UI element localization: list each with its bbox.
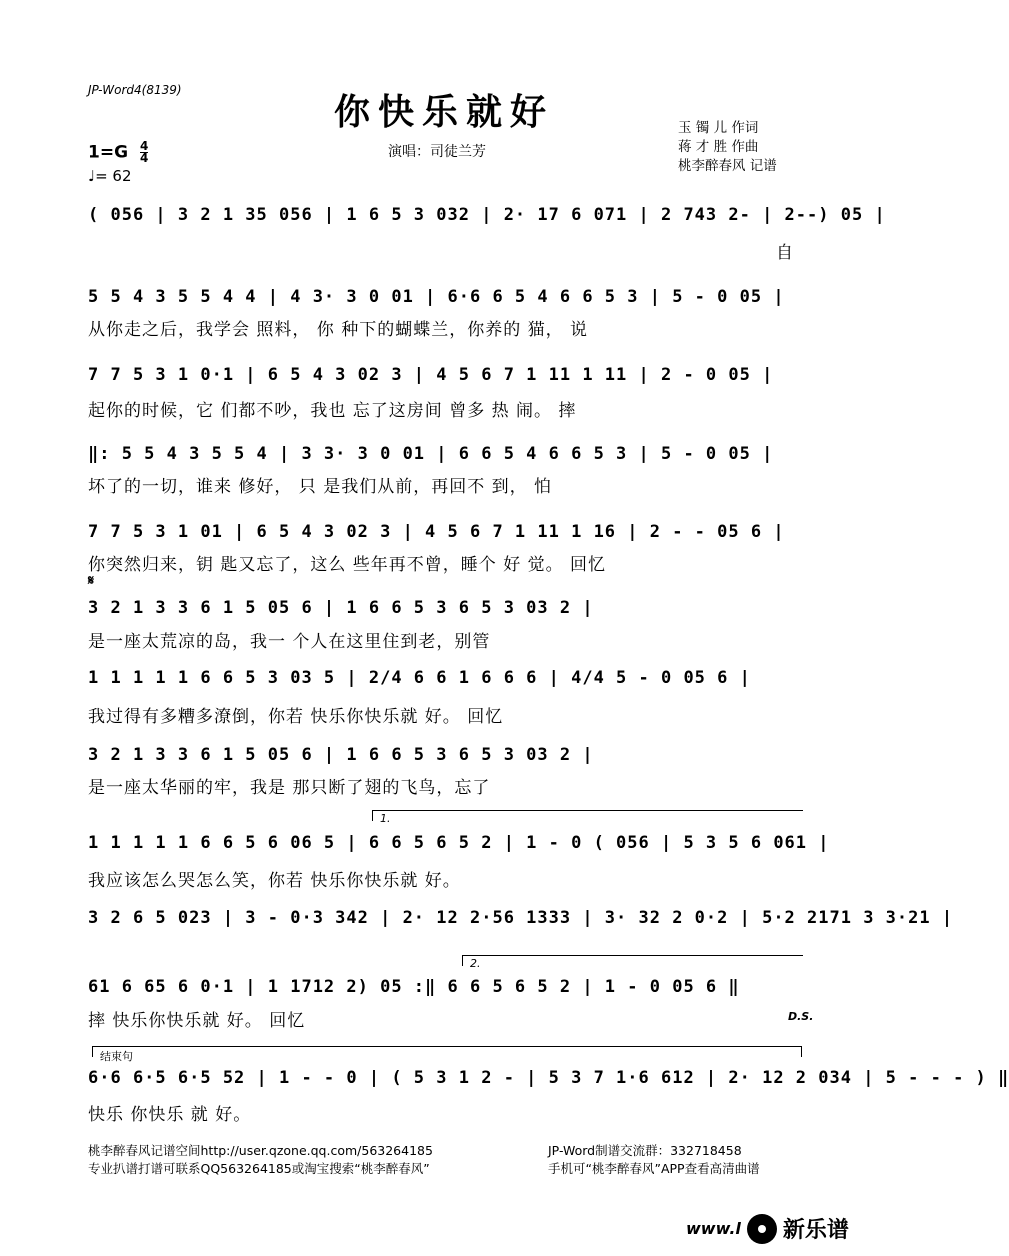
footer-left: [88, 1141, 433, 1177]
composer-credit: 蒋 才 胜 作曲: [678, 139, 759, 155]
score-row-1-notes: ( 056 | 3 2 1 35 056 | 1 6 5 3 032 | 2· 17 6 071 | 2 743 2- | 2--) 05 |: [88, 205, 886, 225]
score-row-8-notes: 3 2 1 3 3 6 1 5 05 6 | 1 6 6 5 3 6 5 3 03 2 |: [88, 745, 594, 765]
site-logo: [686, 1213, 849, 1244]
score-row-7-lyric: 我过得有多糟多潦倒，你若 快乐你快乐就 好。 回忆: [88, 707, 504, 727]
credits-block: [678, 119, 777, 176]
score-row-10-notes: 3 2 6 5 023 | 3 - 0·3 342 | 2· 12 2·56 1333 | 3· 32 2 0·2 | 5·2 2171 3 3·21 |: [88, 908, 954, 928]
segno-sign: 𝄋: [88, 573, 95, 589]
score-row-6-notes: 3 2 1 3 3 6 1 5 05 6 | 1 6 6 5 3 6 5 3 03 2 |: [88, 598, 594, 618]
source-label: JP-Word4(8139): [88, 83, 182, 97]
first-ending-label: 1.: [380, 812, 391, 825]
transcriber-credit: 桃李醉春风 记谱: [678, 158, 777, 174]
record-icon: [747, 1214, 777, 1244]
score-row-4-notes: ‖: 5 5 4 3 5 5 4 | 3 3· 3 0 01 | 6 6 5 4 6 6 5 3 | 5 - 0 05 |: [88, 444, 774, 464]
singer-credit: 演唱：司徒兰芳: [388, 144, 486, 160]
logo-url: www.l: [686, 1219, 741, 1238]
score-row-2-lyric: 从你走之后，我学会 照料， 你 种下的蝴蝶兰，你养的 猫， 说: [88, 320, 589, 340]
score-row-2-notes: 5 5 4 3 5 5 4 4 | 4 3· 3 0 01 | 6·6 6 5 4 6 6 5 3 | 5 - 0 05 |: [88, 287, 785, 307]
time-sig-den: 4: [139, 151, 149, 165]
page-title: 你快乐就好: [333, 91, 554, 133]
second-ending-label: 2.: [470, 957, 481, 970]
first-ending-bracket: [372, 810, 803, 821]
footer-left-line-1: 桃李醉春风记谱空间http://user.qzone.qq.com/563264185: [88, 1143, 433, 1158]
coda-bracket: [92, 1046, 802, 1057]
score-row-5-lyric: 你突然归来，钥 匙又忘了，这么 些年再不曾，睡个 好 觉。 回忆: [88, 555, 607, 575]
footer-right: [548, 1141, 760, 1177]
key-label: 1=G: [88, 142, 129, 163]
score-row-9-notes: 1 1 1 1 1 6 6 5 6 06 5 | 6 6 5 6 5 2 | 1 - 0 ( 056 | 5 3 5 6 061 |: [88, 833, 830, 853]
logo-name: 新乐谱: [782, 1218, 849, 1243]
score-row-9-lyric: 我应该怎么哭怎么笑，你若 快乐你快乐就 好。: [88, 871, 461, 891]
key-signature: [88, 141, 148, 164]
lyricist-credit: 玉 镯 儿 作词: [678, 120, 759, 136]
score-row-4-lyric: 坏了的一切，谁来 修好， 只 是我们从前，再回不 到， 怕: [88, 477, 553, 497]
score-row-12-notes: 6·6 6·5 6·5 52 | 1 - - 0 | ( 5 3 1 2 - | 5 3 7 1·6 612 | 2· 12 2 034 | 5 - - - ) ‖: [88, 1068, 1009, 1088]
score-row-5-notes: 7 7 5 3 1 01 | 6 5 4 3 02 3 | 4 5 6 7 1 11 1 16 | 2 - - 05 6 |: [88, 522, 785, 542]
footer-left-line-2: 专业扒谱打谱可联系QQ563264185或淘宝搜索“桃李醉春风”: [88, 1161, 430, 1176]
score-row-1-lyric: 自: [776, 243, 794, 263]
score-row-3-lyric: 起你的时候，它 们都不吵，我也 忘了这房间 曾多 热 闹。 摔: [88, 401, 577, 421]
score-row-11-notes: 61 6 65 6 0·1 | 1 1712 2) 05 :‖ 6 6 5 6 5 2 | 1 - 0 05 6 ‖: [88, 977, 740, 997]
score-row-3-notes: 7 7 5 3 1 0·1 | 6 5 4 3 02 3 | 4 5 6 7 1 11 1 11 | 2 - 0 05 |: [88, 365, 774, 385]
score-row-8-lyric: 是一座太华丽的牢，我是 那只断了翅的飞鸟，忘了: [88, 778, 491, 798]
dal-segno-mark: D.S.: [788, 1010, 814, 1023]
score-row-7-notes: 1 1 1 1 1 6 6 5 3 03 5 | 2/4 6 6 1 6 6 6 | 4/4 5 - 0 05 6 |: [88, 668, 751, 688]
footer-right-line-1: JP-Word制谱交流群：332718458: [548, 1143, 742, 1158]
time-signature: [140, 141, 148, 164]
time-sig-num: 4: [139, 139, 149, 153]
second-ending-bracket: [462, 955, 803, 966]
score-row-11-lyric: 摔 快乐你快乐就 好。 回忆: [88, 1011, 306, 1031]
score-row-6-lyric: 是一座太荒凉的岛，我一 个人在这里住到老，别管: [88, 632, 491, 652]
coda-label: 结束句: [100, 1050, 133, 1063]
tempo-marking: ♩= 62: [88, 167, 132, 185]
score-row-12-lyric: 快乐 你快乐 就 好。: [88, 1105, 252, 1125]
footer-right-line-2: 手机可“桃李醉春风”APP查看高清曲谱: [548, 1161, 760, 1176]
